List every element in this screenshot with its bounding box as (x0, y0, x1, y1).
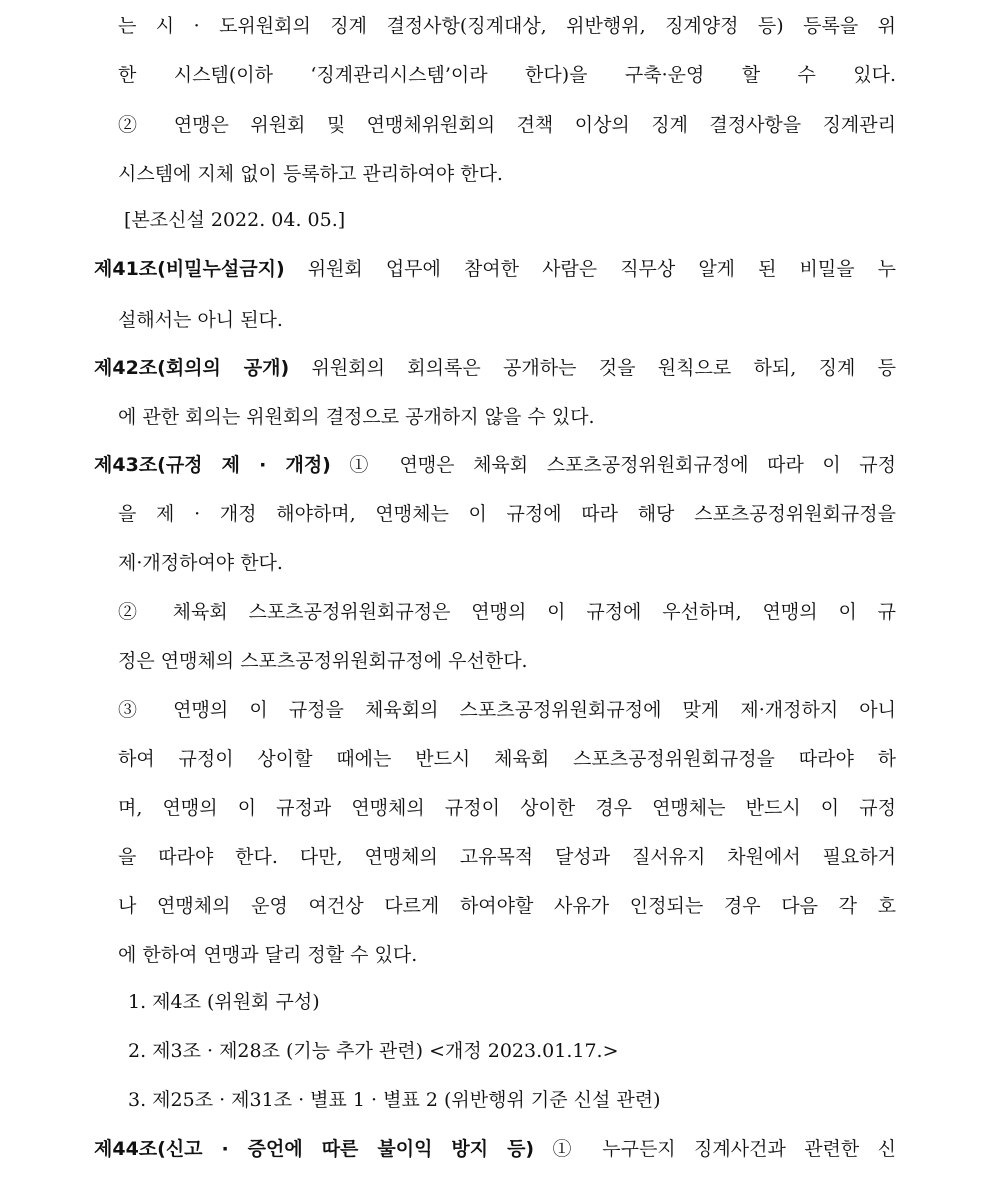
article-heading: 제43조(규정 제 · 개정) (94, 454, 331, 476)
text-line: 정은 연맹체의 스포츠공정위원회규정에 우선한다. (118, 650, 528, 672)
amendment-note: [본조신설 2022. 04. 05.] (124, 209, 346, 231)
article-43 (94, 453, 896, 477)
article-text: 위원회의 회의록은 공개하는 것을 원칙으로 하되, 징계 등 (311, 357, 896, 379)
text-line: 하여 규정이 상이할 때에는 반드시 체육회 스포츠공정위원회규정을 따라야 하 (118, 748, 896, 770)
article-text: ① 누구든지 징계사건과 관련한 신 (552, 1138, 896, 1160)
article-heading: 제42조(회의의 공개) (94, 357, 290, 379)
list-item: 3. 제25조 · 제31조 · 별표 1 · 별표 2 (위반행위 기준 신설 관련) (128, 1089, 661, 1111)
text-line: 에 관한 회의는 위원회의 결정으로 공개하지 않을 수 있다. (118, 406, 595, 428)
article-text: 위원회 업무에 참여한 사람은 직무상 알게 된 비밀을 누 (307, 258, 896, 280)
text-line: 제·개정하여야 한다. (118, 552, 283, 574)
article-heading: 제41조(비밀누설금지) (94, 258, 285, 280)
text-line: 에 한하여 연맹과 달리 정할 수 있다. (118, 944, 418, 966)
text-line: 을 따라야 한다. 다만, 연맹체의 고유목적 달성과 질서유지 차원에서 필요하거 (118, 846, 896, 868)
text-line: ② 체육회 스포츠공정위원회규정은 연맹의 이 규정에 우선하며, 연맹의 이 규 (118, 601, 896, 623)
text-line: 한 시스템(이하 ‘징계관리시스템’이라 한다)을 구축·운영 할 수 있다. (118, 64, 896, 86)
list-item: 1. 제4조 (위원회 구성) (128, 991, 320, 1013)
article-42 (94, 356, 896, 380)
list-item: 2. 제3조 · 제28조 (기능 추가 관련) <개정 2023.01.17.> (128, 1040, 619, 1062)
article-41 (94, 257, 896, 281)
article-heading: 제44조(신고 · 증언에 따른 불이익 방지 등) (94, 1138, 535, 1160)
text-line: 며, 연맹의 이 규정과 연맹체의 규정이 상이한 경우 연맹체는 반드시 이 규정 (118, 797, 896, 819)
text-line: 설해서는 아니 된다. (118, 309, 283, 331)
text-line: 는 시 · 도위원회의 징계 결정사항(징계대상, 위반행위, 징계양정 등) 등록을 위 (118, 15, 896, 37)
text-line: ② 연맹은 위원회 및 연맹체위원회의 견책 이상의 징계 결정사항을 징계관리 (118, 114, 896, 136)
text-line: 을 제 · 개정 해야하며, 연맹체는 이 규정에 따라 해당 스포츠공정위원회규정을 (118, 503, 896, 525)
article-text: ① 연맹은 체육회 스포츠공정위원회규정에 따라 이 규정 (349, 454, 896, 476)
text-line: 나 연맹체의 운영 여건상 다르게 하여야할 사유가 인정되는 경우 다음 각 호 (118, 895, 896, 917)
article-44 (94, 1137, 896, 1161)
text-line: 시스템에 지체 없이 등록하고 관리하여야 한다. (118, 163, 503, 185)
text-line: ③ 연맹의 이 규정을 체육회의 스포츠공정위원회규정에 맞게 제·개정하지 아니 (118, 699, 896, 721)
